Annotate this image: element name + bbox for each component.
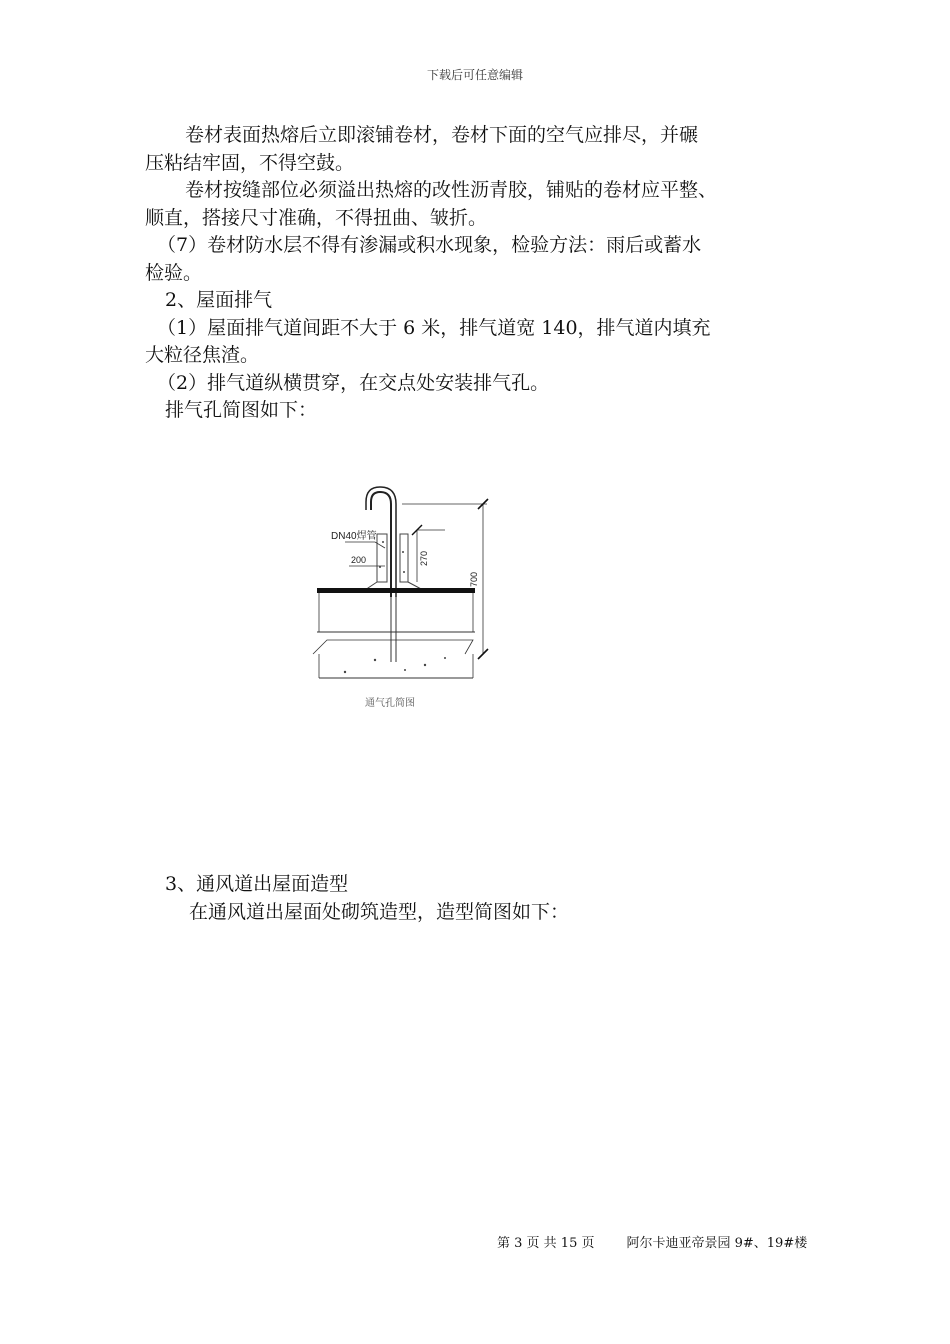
paragraph-4-line-1: （1）屋面排气道间距不大于 6 米，排气道宽 140，排气道内填充 <box>157 316 711 339</box>
paragraph-4-line-2: 大粒径焦渣。 <box>145 344 260 366</box>
project-name: 阿尔卡迪亚帝景园 9#、19#楼 <box>626 1236 808 1251</box>
section-3-heading: 3、通风道出屋面造型 <box>165 873 349 895</box>
pipe-label: DN40焊管 <box>331 531 377 542</box>
paragraph-2-line-2: 顺直，搭接尺寸准确，不得扭曲、皱折。 <box>145 206 488 229</box>
paragraph-1-line-2: 压粘结牢固，不得空鼓。 <box>145 151 355 174</box>
paragraph-3-line-1: （7）卷材防水层不得有渗漏或积水现象，检验方法：雨后或蓄水 <box>157 234 702 256</box>
paragraph-6-line-1: 排气孔简图如下： <box>165 399 318 421</box>
vent-hole-drawing <box>305 482 505 692</box>
paragraph-5-line-1: （2）排气道纵横贯穿，在交点处安装排气孔。 <box>157 371 550 394</box>
dim-270-label: 270 <box>419 550 429 566</box>
collar-right <box>400 534 408 582</box>
pipe-gooseneck <box>371 492 391 597</box>
body-text <box>145 122 817 425</box>
paragraph-2-line-1: 卷材按缝部位必须溢出热熔的改性沥青胶，铺贴的卷材应平整、 <box>185 179 718 201</box>
section-3-text: 在通风道出屋面处砌筑造型，造型简图如下： <box>189 900 570 923</box>
vent-hole-diagram <box>305 482 505 712</box>
collar-left <box>377 534 387 582</box>
section-3 <box>145 871 817 926</box>
dim-700-label: 700 <box>469 571 479 587</box>
section-2-heading: 2、屋面排气 <box>165 289 273 311</box>
figure-caption: 通气孔简图 <box>365 698 415 709</box>
page-header: 下载后可任意编辑 <box>426 68 523 82</box>
waterproof-membrane <box>317 588 475 593</box>
slab-top <box>313 640 473 654</box>
page-footer <box>497 1232 807 1251</box>
paragraph-3-line-2: 检验。 <box>145 261 203 284</box>
dim-200-label: 200 <box>351 555 367 565</box>
paragraph-1-line-1: 卷材表面热熔后立即滚铺卷材，卷材下面的空气应排尽，并碾 <box>185 124 699 146</box>
page-number: 第 3 页 共 15 页 <box>497 1236 595 1251</box>
